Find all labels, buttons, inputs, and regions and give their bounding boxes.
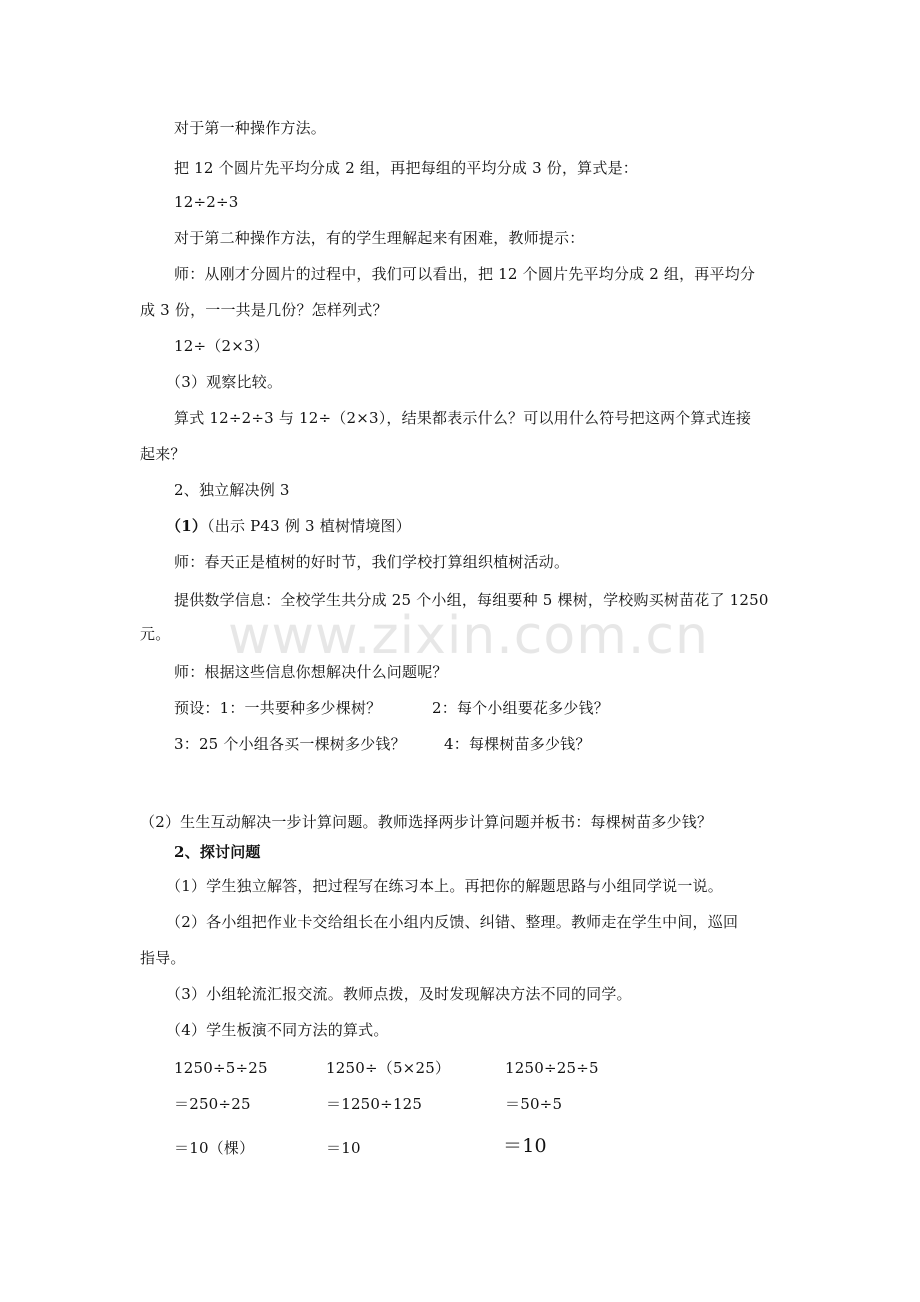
formula: 12÷2÷3 (174, 193, 239, 211)
paragraph: （4）学生板演不同方法的算式。 (166, 1021, 389, 1039)
paragraph-continuation: 起来？ (140, 445, 186, 463)
calc-step: ＝250÷25 (174, 1095, 251, 1113)
paragraph: 师：从刚才分圆片的过程中，我们可以看出，把 12 个圆片先平均分成 2 组，再平均分 (174, 265, 756, 283)
calc-step: 1250÷25÷5 (505, 1059, 599, 1077)
calc-step: 1250÷（5×25） (326, 1059, 451, 1077)
paragraph: 对于第一种操作方法。 (174, 119, 327, 137)
paragraph: 师：春天正是植树的好时节，我们学校打算组织植树活动。 (174, 553, 570, 571)
paragraph: （1）学生独立解答，把过程写在练习本上。再把你的解题思路与小组同学说一说。 (166, 877, 723, 895)
paragraph: 把 12 个圆片先平均分成 2 组，再把每组的平均分成 3 份，算式是： (174, 159, 638, 177)
paragraph-continuation: 成 3 份，一一共是几份？怎样列式？ (140, 301, 388, 319)
preset-item: 预设：1：一共要种多少棵树？ (174, 699, 382, 717)
preset-item: 2：每个小组要花多少钱？ (432, 699, 609, 717)
paragraph-continuation: 元。 (140, 625, 171, 643)
formula: 12÷（2×3） (174, 337, 269, 355)
paragraph: 对于第二种操作方法，有的学生理解起来有困难，教师提示： (174, 229, 585, 247)
calc-step: ＝10 (503, 1135, 547, 1157)
paragraph: （2）生生互动解决一步计算问题。教师选择两步计算问题并板书：每棵树苗多少钱？ (140, 813, 713, 831)
calc-step: ＝10 (326, 1139, 361, 1157)
paragraph: （3）小组轮流汇报交流。教师点拨，及时发现解决方法不同的同学。 (166, 985, 632, 1003)
section-heading: 2、独立解决例 3 (174, 481, 290, 499)
section-heading: （3）观察比较。 (166, 373, 283, 391)
preset-item: 4：每棵树苗多少钱？ (444, 735, 591, 753)
paragraph-continuation: 指导。 (140, 949, 186, 967)
preset-item: 3：25 个小组各买一棵树多少钱？ (174, 735, 406, 753)
paragraph: （2）各小组把作业卡交给组长在小组内反馈、纠错、整理。教师走在学生中间，巡回 (166, 913, 739, 931)
paragraph: （1）（出示 P43 例 3 植树情境图） (166, 517, 411, 535)
calc-step: ＝1250÷125 (326, 1095, 423, 1113)
item-marker: （1） (166, 517, 208, 535)
section-heading: 2、探讨问题 (174, 843, 261, 861)
paragraph: 算式 12÷2÷3 与 12÷（2×3），结果都表示什么？可以用什么符号把这两个算式连接 (174, 409, 752, 427)
paragraph: 师：根据这些信息你想解决什么问题呢？ (174, 663, 448, 681)
calc-step: ＝10（棵） (174, 1139, 255, 1157)
calc-step: ＝50÷5 (505, 1095, 563, 1113)
paragraph: 提供数学信息：全校学生共分成 25 个小组，每组要种 5 棵树，学校购买树苗花了 1250 (174, 591, 769, 609)
watermark: www.zixin.com.cn (228, 606, 709, 666)
calc-step: 1250÷5÷25 (174, 1059, 268, 1077)
